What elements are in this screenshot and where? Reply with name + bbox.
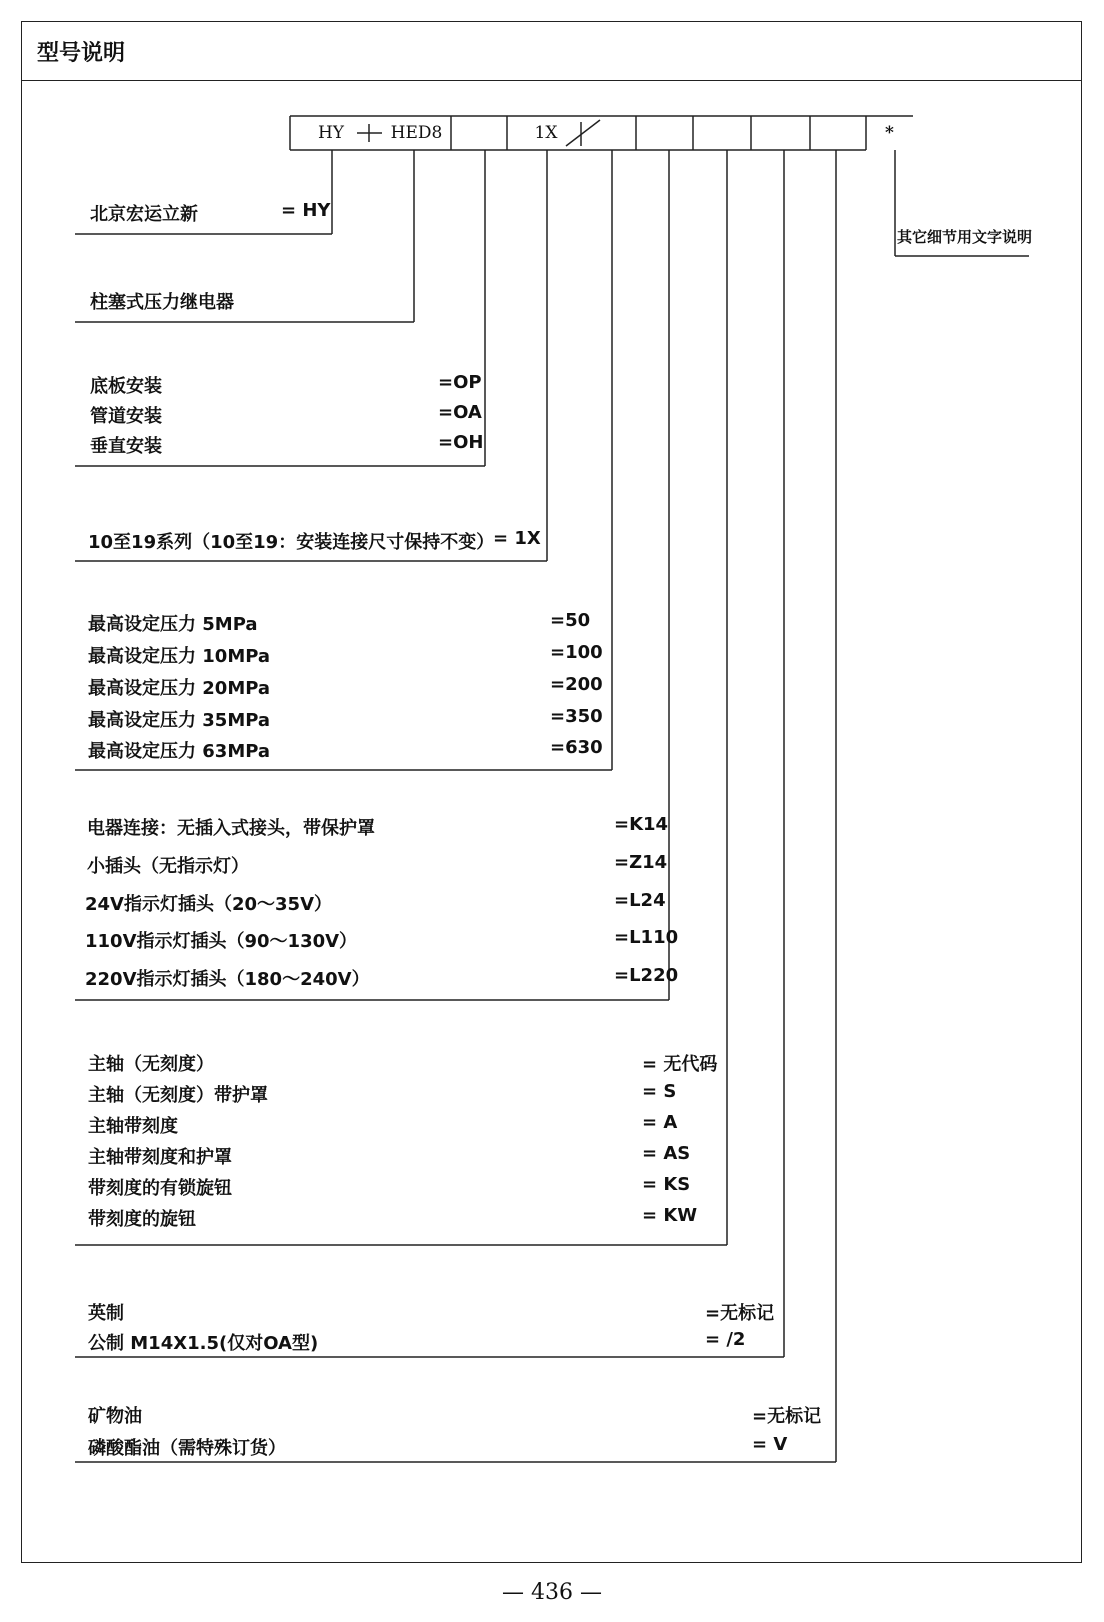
- mounting-value: =OA: [438, 402, 482, 423]
- brand-label: 北京宏运立新: [90, 204, 198, 225]
- spindle-label: 主轴带刻度和护罩: [88, 1147, 232, 1168]
- seal-value: = V: [752, 1434, 788, 1455]
- spindle-value: = KS: [642, 1174, 691, 1195]
- spindle-value: = KW: [642, 1205, 698, 1226]
- spindle-value: = S: [642, 1081, 677, 1102]
- code-cell-hy: HY: [317, 123, 345, 143]
- page-title: 型号说明: [37, 41, 126, 66]
- code-cell-hed8: HED8: [390, 123, 443, 143]
- pressure-value: =350: [550, 706, 603, 727]
- series-label: 10至19系列（10至19：安装连接尺寸保持不变）: [88, 532, 495, 553]
- electrical-value: =Z14: [614, 852, 668, 873]
- thread-value: = /2: [705, 1329, 746, 1350]
- pressure-label: 最高设定压力 35MPa: [88, 710, 271, 731]
- electrical-value: =L220: [614, 965, 679, 986]
- spindle-value: = AS: [642, 1143, 691, 1164]
- seal-label: 磷酸酯油（需特殊订货）: [88, 1438, 286, 1459]
- mounting-label: 底板安装: [90, 376, 162, 397]
- electrical-label: 110V指示灯插头（90～130V）: [85, 931, 358, 952]
- series-value: = 1X: [493, 528, 541, 549]
- spindle-label: 主轴（无刻度）: [88, 1054, 214, 1075]
- pressure-value: =50: [550, 610, 591, 631]
- electrical-label: 电器连接：无插入式接头，带保护罩: [87, 818, 375, 839]
- mounting-value: =OH: [438, 432, 484, 453]
- other-details-note: 其它细节用文字说明: [897, 228, 1033, 246]
- electrical-label: 小插头（无指示灯）: [87, 856, 249, 877]
- electrical-value: =K14: [614, 814, 669, 835]
- spindle-value: = A: [642, 1112, 678, 1133]
- mounting-label: 管道安装: [90, 406, 162, 427]
- pressure-label: 最高设定压力 20MPa: [88, 678, 271, 699]
- electrical-label: 220V指示灯插头（180～240V）: [85, 969, 370, 990]
- code-cell-star: *: [885, 123, 894, 143]
- thread-label: 英制: [88, 1303, 124, 1324]
- pressure-label: 最高设定压力 63MPa: [88, 741, 271, 762]
- thread-value: =无标记: [705, 1303, 775, 1324]
- spindle-label: 带刻度的旋钮: [88, 1209, 196, 1230]
- electrical-value: =L110: [614, 927, 679, 948]
- mounting-value: =OP: [438, 372, 482, 393]
- pressure-label: 最高设定压力 5MPa: [88, 614, 258, 635]
- thread-label: 公制 M14X1.5(仅对OA型): [88, 1333, 319, 1354]
- code-cell-series: 1X: [534, 123, 558, 143]
- electrical-label: 24V指示灯插头（20～35V）: [85, 894, 333, 915]
- spindle-label: 主轴（无刻度）带护罩: [88, 1085, 268, 1106]
- product-label: 柱塞式压力继电器: [90, 292, 234, 313]
- spindle-label: 主轴带刻度: [88, 1116, 178, 1137]
- pressure-label: 最高设定压力 10MPa: [88, 646, 271, 667]
- seal-value: =无标记: [752, 1406, 822, 1427]
- pressure-value: =100: [550, 642, 603, 663]
- mounting-label: 垂直安装: [90, 436, 162, 457]
- spindle-value: = 无代码: [642, 1054, 718, 1075]
- pressure-value: =630: [550, 737, 603, 758]
- pressure-value: =200: [550, 674, 603, 695]
- brand-value: = HY: [281, 200, 331, 221]
- page-number: — 436 —: [502, 1580, 602, 1605]
- spindle-label: 带刻度的有锁旋钮: [88, 1178, 232, 1199]
- seal-label: 矿物油: [88, 1406, 142, 1427]
- electrical-value: =L24: [614, 890, 666, 911]
